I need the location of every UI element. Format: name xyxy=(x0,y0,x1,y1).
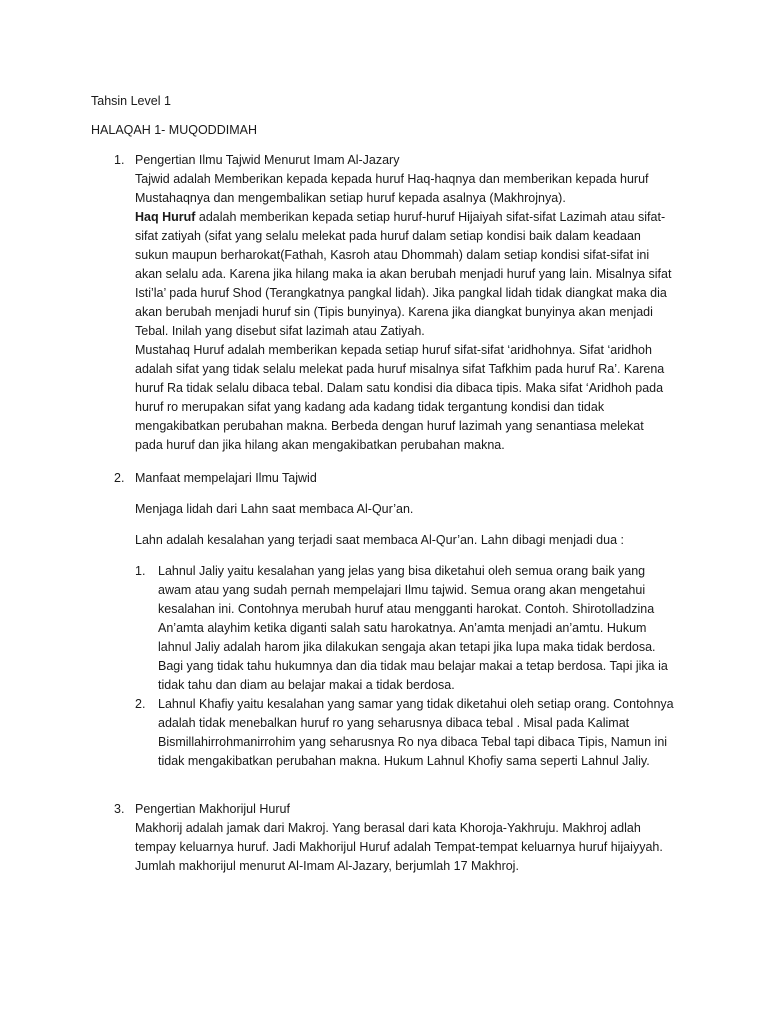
sub-list-text: Lahnul Khafiy yaitu kesalahan yang samar yang tidak diketahui oleh setiap orang. Contohnya adalah tidak menebalkan huruf ro yang seharusnya dibaca tebal . Misal pada Kalimat Bismillahirrohmanirrohim yang seharusnya Ro nya dibaca Tebal tapi dibaca Tipis, Namun ini tidak mengakibatkan perubahan makna. Hukum Lahnul Khofiy sama seperti Lahnul Jaliy. xyxy=(158,697,674,768)
paragraph: Lahn adalah kesalahan yang terjadi saat membaca Al-Qur’an. Lahn dibagi menjadi dua : xyxy=(135,533,624,547)
paragraph: Mustahaq Huruf adalah memberikan kepada setiap huruf sifat-sifat ‘aridhohnya. Sifat ‘aridhoh adalah sifat yang tidak selalu melekat pada huruf misalnya sifat Tafkhim pada huruf Ra’. Karena huruf Ra tidak selalu dibaca tebal. Dalam satu kondisi dia dibaca tipis. Maka sifat ‘Aridhoh pada huruf ro merupakan sifat yang kadang ada kadang tidak tergantung kondisi dan tidak mengakibatkan perubahan makna. Berbeda dengan huruf lazimah yang senantiasa melekat pada huruf dan jika hilang akan mengakibatkan perubahan makna. xyxy=(135,343,665,452)
paragraph-text: adalah memberikan kepada setiap huruf-huruf Hijaiyah sifat-sifat Lazimah atau sifat-sifat zatiyah (sifat yang selalu melekat pada huruf dalam setiap kondisi baik dalam keadaan sukun maupun berharokat(Fathah, Kasroh atau Dhommah) dalam setiap kondisi sifat-sifat ini akan selalu ada. Karena jika hilang maka ia akan berubah menjadi huruf yang lain. Misalnya sifat Isti’la’ pada huruf Shod (Terangkatnya pangkal lidah). Jika pangkal lidah tidak diangkat maka dia akan berubah menjadi huruf sin (Tipis bunyinya). Karena jika diangkat bunyinya akan menjadi Tebal. Inilah yang disebut sifat lazimah atau Zatiyah. xyxy=(135,210,672,338)
list-item-body xyxy=(135,800,674,876)
item-heading: Pengertian Makhorijul Huruf xyxy=(135,802,290,816)
sub-list-item xyxy=(135,562,674,695)
list-item-2 xyxy=(114,469,674,771)
item-heading: Pengertian Ilmu Tajwid Menurut Imam Al-Jazary xyxy=(135,153,400,167)
section-heading: HALAQAH 1- MUQODDIMAH xyxy=(91,123,257,137)
paragraph: Makhorij adalah jamak dari Makroj. Yang berasal dari kata Khoroja-Yakhruju. Makhroj adlah tempay keluarnya huruf. Jadi Makhorijul Huruf adalah Tempat-tempat keluarnya huruf hijaiyyah. Jumlah makhorijul menurut Al-Imam Al-Jazary, berjumlah 17 Makhroj. xyxy=(135,821,663,873)
sub-list-number: 2. xyxy=(135,697,146,711)
list-item-1 xyxy=(114,151,674,455)
sub-list-text: Lahnul Jaliy yaitu kesalahan yang jelas yang bisa diketahui oleh semua orang baik yang awam atau yang sudah pernah mempelajari Ilmu tajwid. Semua orang akan mengetahui kesalahan ini. Contohnya merubah huruf atau mengganti harokat. Contoh. Shirotolladzina An’amta alayhim ketika diganti salah satu harokatnya. An’amta menjadi an’amtu. Hukum lahnul Jaliy adalah harom jika dilakukan sengaja akan tetapi jika lupa maka tidak berdosa. Bagi yang tidak tahu hukumnya dan dia tidak mau belajar makai a tetap berdosa. Tapi jika ia tidak tahu dan diam au belajar makai a tidak berdosa. xyxy=(158,564,668,692)
paragraph: Menjaga lidah dari Lahn saat membaca Al-Qur’an. xyxy=(135,502,414,516)
list-number: 1. xyxy=(114,153,125,167)
list-number: 3. xyxy=(114,802,125,816)
paragraph xyxy=(135,208,674,341)
sub-list-number: 1. xyxy=(135,564,146,578)
document-title: Tahsin Level 1 xyxy=(91,94,171,108)
list-item-body xyxy=(135,151,674,455)
sub-list-item xyxy=(135,695,674,771)
bold-term: Haq Huruf xyxy=(135,210,196,224)
sub-list xyxy=(135,562,674,771)
item-heading: Manfaat mempelajari Ilmu Tajwid xyxy=(135,471,317,485)
list-item-body xyxy=(135,469,674,771)
paragraph: Tajwid adalah Memberikan kepada kepada huruf Haq-haqnya dan memberikan kepada huruf Mustahaqnya dan mengembalikan setiap huruf kepada asalnya (Makhrojnya). xyxy=(135,172,649,205)
list-number: 2. xyxy=(114,471,125,485)
list-item-3 xyxy=(114,800,674,876)
